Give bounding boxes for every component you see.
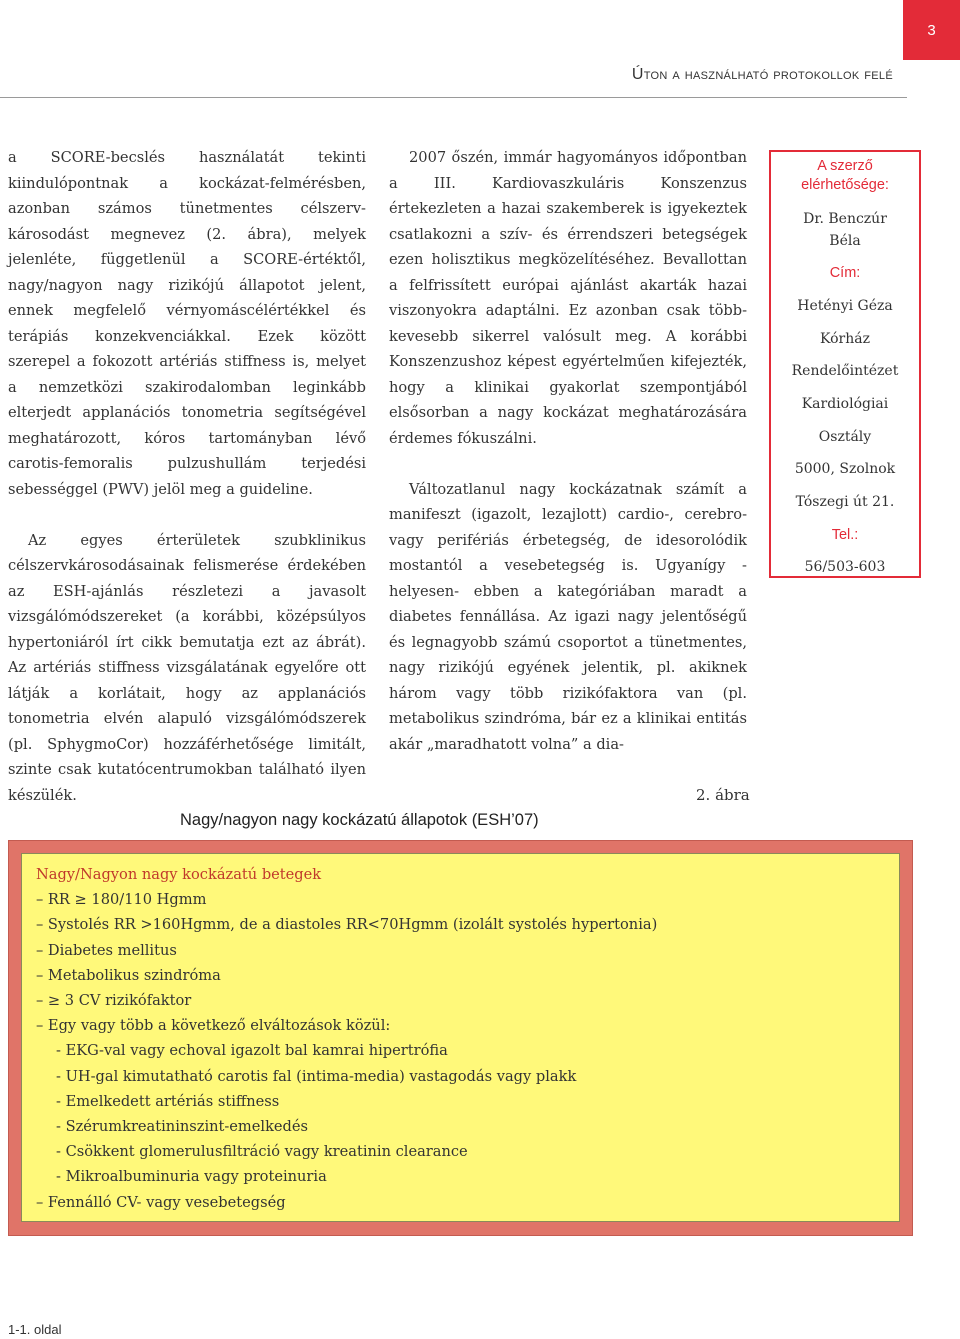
contact-label: elérhetősége: xyxy=(801,177,889,193)
figure-box xyxy=(8,840,913,1236)
contact-label: A szerző xyxy=(817,158,873,174)
figure-heading: Nagy/Nagyon nagy kockázatú betegek xyxy=(36,866,322,883)
text-column-middle xyxy=(389,145,747,757)
sub-list-item: - Mikroalbuminuria vagy proteinuria xyxy=(56,1168,327,1186)
list-item: – Fennálló CV- vagy vesebetegség xyxy=(36,1193,286,1211)
address-line: Hetényi Géza xyxy=(797,298,893,314)
address-line: Rendelőintézet xyxy=(791,363,899,379)
phone-label: Tel.: xyxy=(831,527,859,543)
paragraph: Változatlanul nagy kockázatnak számít a manifeszt (igazolt, lezajlott) cardio-, cerebro- vagy perifériás érbetegség, de idesorolódik mostantól a vesebetegség is. Ugyanígy -helyesen- ebben a kategóriában maradt a diabetes fennállása. Az igazi nagy jelentőségű és legnagyobb számú csoportot a tünetmentes, nagy rizikójú egyének jelentik, pl. akiknek három vagy több rizikófaktora van (pl. metabolikus szindróma, bár ez a klinikai entitás akár „maradhatott volna” a dia- xyxy=(389,480,747,753)
list-item: – Diabetes mellitus xyxy=(36,941,177,959)
address-line: Tószegi út 21. xyxy=(795,494,895,510)
page-number-badge xyxy=(903,0,960,60)
address-line: Osztály xyxy=(818,429,872,445)
page-number: 3 xyxy=(927,21,936,39)
figure-title: Nagy/nagyon nagy kockázatú állapotok (ESH’07) xyxy=(180,811,539,829)
list-item: – Systolés RR >160Hgmm, de a diastoles RR<70Hgmm (izolált systolés hypertonia) xyxy=(36,916,658,934)
figure-label: 2. ábra xyxy=(696,786,750,804)
running-title: Úton a használható protokollok felé xyxy=(631,66,893,83)
address-line: Kardiológiai xyxy=(801,396,889,412)
author-name: Béla xyxy=(829,233,861,249)
sub-list-item: - EKG-val vagy echoval igazolt bal kamrai hipertrófia xyxy=(56,1042,448,1060)
author-contact-box xyxy=(769,150,921,578)
address-line: 5000, Szolnok xyxy=(794,461,896,477)
page-footer: 1-1. oldal xyxy=(8,1322,62,1337)
address-line: Kórház xyxy=(820,331,870,347)
sub-list-item: - Szérumkreatininszint-emelkedés xyxy=(56,1118,309,1136)
header-divider xyxy=(0,97,907,98)
list-item: – Metabolikus szindróma xyxy=(36,966,221,984)
paragraph: a SCORE-becslés használatát tekinti kiindulópontnak a kockázat-felmérésben, azonban számos tünetmentes célszerv-károsodást megnevez (2. ábra), melyek jelenléte, függetlenül a SCORE-értéktől, nagy/nagyon nagy rizikójú állapotot jelent, ennek megfelelő vérnyomáscélértékkel és terápiás konzekvenciákkal. Ezek között szerepel a fokozott artériás stiffness is, melyet a nemzetközi szakirodalomban leginkább elterjedt applanációs tonometria segítségével meghatározott, kóros tartományban lévő carotis-femoralis pulzushullám terjedési sebességgel (PWV) jelöl meg a guideline. xyxy=(8,149,366,498)
figure-content xyxy=(21,853,900,1222)
paragraph: 2007 őszén, immár hagyományos időpontban a III. Kardiovaszkuláris Konszenzus értekezleten a hazai szakemberek is igyekeztek csatlakozni a szív- és érrendszeri betegségek ezen holisztikus megközelítéséhez. Bevallottan a felfrissített európai ajánlást akarták hazai viszonyokra adaptálni. Ez azonban csak több-kevesebb sikerrel valósult meg. A korábbi Konszenzushoz képest egyértelműen kifejezték, hogy a klinikai gyakorlat szempontjából elsősorban a nagy kockázat meghatározására érdemes fókuszálni. xyxy=(389,149,747,447)
sub-list-item: - Emelkedett artériás stiffness xyxy=(56,1092,280,1110)
phone-number: 56/503-603 xyxy=(804,559,886,575)
text-column-left xyxy=(8,145,366,808)
list-item: – Egy vagy több a következő elváltozások közül: xyxy=(36,1017,391,1035)
author-name: Dr. Benczúr xyxy=(803,211,887,227)
sub-list-item: - UH-gal kimutatható carotis fal (intima-media) vastagodás vagy plakk xyxy=(56,1067,577,1085)
paragraph: Az egyes érterületek szubklinikus célszervkárosodásainak felismerése érdekében az ESH-ajánlás részletezi a javasolt vizsgálómódszereket (a korábbi, középsúlyos hypertoniáról írt cikk bemutatja ezt az ábrát). Az artériás stiffness vizsgálatának egyelőre ott látják a korlátait, hogy az applanációs tonometria elvén alapuló vizsgálómódszerek (pl. SphygmoCor) hozzáférhetősége limitált, szinte csak kutatócentrumokban található ilyen készülék. xyxy=(8,531,366,804)
sub-list-item: - Csökkent glomerulusfiltráció vagy kreatinin clearance xyxy=(56,1143,468,1161)
address-label: Cím: xyxy=(829,265,861,281)
list-item: – ≥ 3 CV rizikófaktor xyxy=(36,992,192,1010)
list-item: – RR ≥ 180/110 Hgmm xyxy=(36,891,207,909)
